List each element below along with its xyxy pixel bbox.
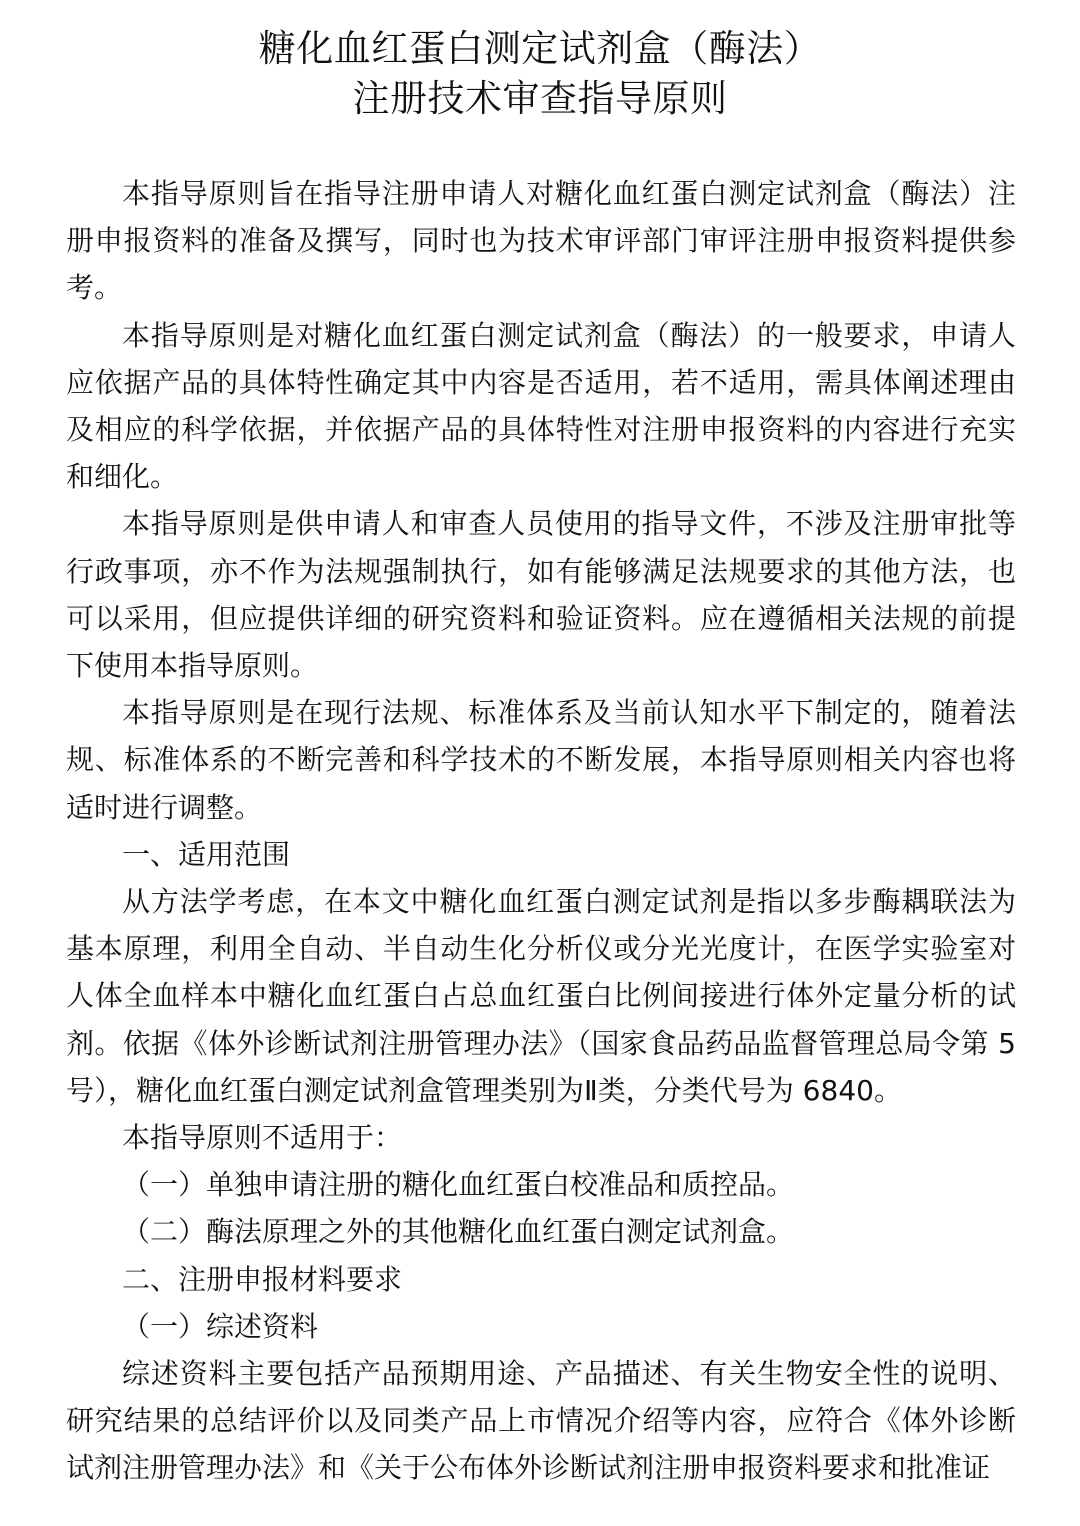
paragraph-scope: 从方法学考虑，在本文中糖化血红蛋白测定试剂是指以多步酶耦联法为基本原理，利用全自动、半自动生化分析仪或分光光度计，在医学实验室对人体全血样本中糖化血红蛋白占总血红蛋白比例间接进行体外定量分析的试剂。依据《体外诊断试剂注册管理办法》（国家食品药品监督管理总局令第 5 号），糖化血红蛋白测定试剂盒管理类别为Ⅱ类，分类代号为 6840。 (66, 885, 1016, 1107)
document-body (66, 170, 1016, 1492)
list-item-not-applicable-1: （一）单独申请注册的糖化血红蛋白校准品和质控品。 (122, 1168, 795, 1202)
section-heading-scope: 一、适用范围 (122, 837, 291, 871)
paragraph-purpose: 本指导原则旨在指导注册申请人对糖化血红蛋白测定试剂盒（酶法）注册申报资料的准备及撰写，同时也为技术审评部门审评注册申报资料提供参考。 (66, 177, 1016, 305)
document-title-line-1: 糖化血红蛋白测定试剂盒（酶法） (258, 27, 822, 70)
subsection-heading-summary: （一）综述资料 (122, 1309, 319, 1343)
paragraph-not-applicable: 本指导原则不适用于： (122, 1121, 403, 1155)
list-item-not-applicable-2: （二）酶法原理之外的其他糖化血红蛋白测定试剂盒。 (122, 1215, 795, 1249)
section-heading-registration-materials: 二、注册申报材料要求 (122, 1262, 403, 1296)
paragraph-guidance-nature: 本指导原则是供申请人和审查人员使用的指导文件，不涉及注册审批等行政事项，亦不作为法规强制执行，如有能够满足法规要求的其他方法，也可以采用，但应提供详细的研究资料和验证资料。应在遵循相关法规的前提下使用本指导原则。 (66, 507, 1016, 683)
paragraph-adjustment: 本指导原则是在现行法规、标准体系及当前认知水平下制定的，随着法规、标准体系的不断完善和科学技术的不断发展，本指导原则相关内容也将适时进行调整。 (66, 696, 1016, 824)
document-title-line-2: 注册技术审查指导原则 (352, 77, 728, 120)
paragraph-general-requirements: 本指导原则是对糖化血红蛋白测定试剂盒（酶法）的一般要求，申请人应依据产品的具体特性确定其中内容是否适用，若不适用，需具体阐述理由及相应的科学依据，并依据产品的具体特性对注册申报资料的内容进行充实和细化。 (66, 318, 1016, 494)
paragraph-summary: 综述资料主要包括产品预期用途、产品描述、有关生物安全性的说明、研究结果的总结评价以及同类产品上市情况介绍等内容，应符合《体外诊断试剂注册管理办法》和《关于公布体外诊断试剂注册申报资料要求和批准证 (66, 1357, 1016, 1485)
